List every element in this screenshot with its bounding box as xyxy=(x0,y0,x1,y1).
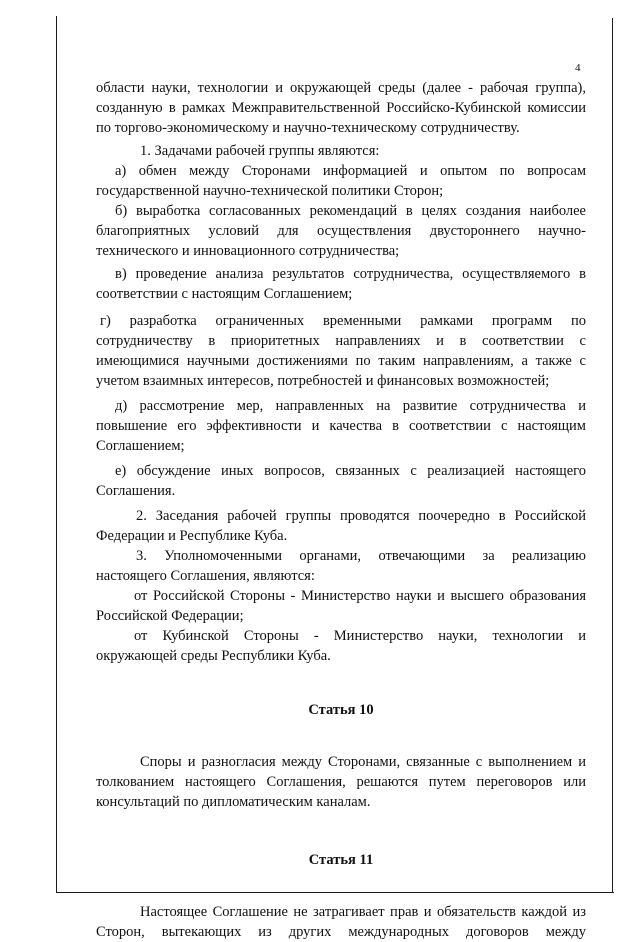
paragraph-task-g: г) разработка ограниченных временными рамками программ по сотрудничеству в приоритетных направлениях и в соответствии с имеющимися научными достижениями по таким направлениям, а также с учетом взаимных интересов, потребностей и финансовых возможностей; xyxy=(96,313,586,389)
paragraph-russian-side: от Российской Стороны - Министерство науки и высшего образования Российской Федерации; xyxy=(96,588,586,624)
page-border-left xyxy=(56,16,57,892)
paragraph-working-group-intro: области науки, технологии и окружающей среды (далее - рабочая группа), созданную в рамках Межправительственной Российско-Кубинской комиссии по торгово-экономическому и научно-техническому сотрудничеству. xyxy=(96,80,586,136)
document-body xyxy=(96,78,586,942)
paragraph-cuban-side: от Кубинской Стороны - Министерство науки, технологии и окружающей среды Республики Куба. xyxy=(96,628,586,664)
page-number: 4 xyxy=(575,62,581,74)
article-11-text: Настоящее Соглашение не затрагивает прав и обязательств каждой из Сторон, вытекающих из других международных договоров между xyxy=(96,904,586,940)
paragraph-task-b: б) выработка согласованных рекомендаций в целях создания наиболее благоприятных условий для осуществления двустороннего научно-технического и инновационного сотрудничества; xyxy=(96,203,586,259)
page-border-right xyxy=(612,18,613,892)
article-10-title: Статья 10 xyxy=(308,702,374,718)
paragraph-task-d: д) рассмотрение мер, направленных на развитие сотрудничества и повышение его эффективности и качества в соответствии с настоящим Соглашением; xyxy=(96,398,586,454)
paragraph-meetings: 2. Заседания рабочей группы проводятся поочередно в Российской Федерации и Республике Куба. xyxy=(96,508,586,544)
article-11-title: Статья 11 xyxy=(308,852,374,868)
paragraph-task-v: в) проведение анализа результатов сотрудничества, осуществляемого в соответствии с настоящим Соглашением; xyxy=(96,266,586,302)
paragraph-authorized-bodies: 3. Уполномоченными органами, отвечающими за реализацию настоящего Соглашения, являются: xyxy=(96,548,586,584)
paragraph-task-a: а) обмен между Сторонами информацией и опытом по вопросам государственной научно-технической политики Сторон; xyxy=(96,163,586,199)
paragraph-tasks-heading: 1. Задачами рабочей группы являются: xyxy=(140,143,380,159)
paragraph-task-e: е) обсуждение иных вопросов, связанных с реализацией настоящего Соглашения. xyxy=(96,463,586,499)
article-10-text: Споры и разногласия между Сторонами, связанные с выполнением и толкованием настоящего Соглашения, решаются путем переговоров или консультаций по дипломатическим каналам. xyxy=(96,754,586,810)
